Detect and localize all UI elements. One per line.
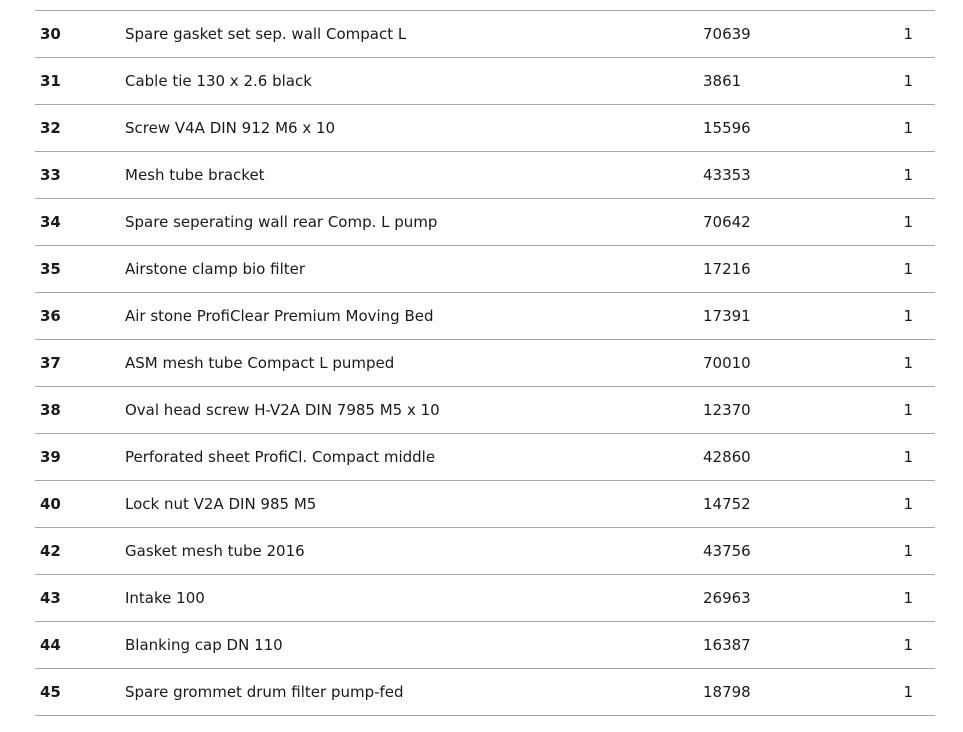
table-row <box>35 11 935 58</box>
position-number: 42 <box>40 542 61 560</box>
table-row <box>35 528 935 575</box>
part-description: Spare grommet drum filter pump-fed <box>125 683 404 701</box>
article-number: 12370 <box>703 401 751 419</box>
part-description: Spare seperating wall rear Comp. L pump <box>125 213 438 231</box>
table-row <box>35 152 935 199</box>
table-row <box>35 340 935 387</box>
quantity: 1 <box>903 25 913 43</box>
quantity: 1 <box>903 213 913 231</box>
quantity: 1 <box>903 448 913 466</box>
part-description: Oval head screw H-V2A DIN 7985 M5 x 10 <box>125 401 440 419</box>
quantity: 1 <box>903 72 913 90</box>
quantity: 1 <box>903 307 913 325</box>
article-number: 43756 <box>703 542 751 560</box>
table-row <box>35 481 935 528</box>
table-row <box>35 293 935 340</box>
article-number: 3861 <box>703 72 742 90</box>
part-description: Blanking cap DN 110 <box>125 636 283 654</box>
part-description: Mesh tube bracket <box>125 166 265 184</box>
table-row <box>35 669 935 716</box>
part-description: Gasket mesh tube 2016 <box>125 542 305 560</box>
part-description: Perforated sheet ProfiCl. Compact middle <box>125 448 436 466</box>
article-number: 17391 <box>703 307 751 325</box>
part-description: Screw V4A DIN 912 M6 x 10 <box>125 119 336 137</box>
position-number: 45 <box>40 683 61 701</box>
table-row <box>35 387 935 434</box>
article-number: 43353 <box>703 166 751 184</box>
article-number: 16387 <box>703 636 751 654</box>
table-row <box>35 246 935 293</box>
position-number: 38 <box>40 401 61 419</box>
quantity: 1 <box>903 589 913 607</box>
quantity: 1 <box>903 683 913 701</box>
article-number: 18798 <box>703 683 751 701</box>
part-description: Airstone clamp bio filter <box>125 260 306 278</box>
quantity: 1 <box>903 354 913 372</box>
table-row <box>35 575 935 622</box>
table-row <box>35 105 935 152</box>
position-number: 31 <box>40 72 61 90</box>
table-row <box>35 199 935 246</box>
part-description: Lock nut V2A DIN 985 M5 <box>125 495 317 513</box>
article-number: 14752 <box>703 495 751 513</box>
article-number: 70639 <box>703 25 751 43</box>
position-number: 35 <box>40 260 61 278</box>
position-number: 37 <box>40 354 61 372</box>
article-number: 15596 <box>703 119 751 137</box>
table-row <box>35 434 935 481</box>
position-number: 32 <box>40 119 61 137</box>
parts-table <box>35 10 935 716</box>
part-description: Spare gasket set sep. wall Compact L <box>125 25 407 43</box>
part-description: Intake 100 <box>125 589 205 607</box>
quantity: 1 <box>903 495 913 513</box>
quantity: 1 <box>903 401 913 419</box>
article-number: 42860 <box>703 448 751 466</box>
table-row <box>35 622 935 669</box>
quantity: 1 <box>903 260 913 278</box>
position-number: 30 <box>40 25 61 43</box>
quantity: 1 <box>903 636 913 654</box>
part-description: ASM mesh tube Compact L pumped <box>125 354 395 372</box>
article-number: 17216 <box>703 260 751 278</box>
quantity: 1 <box>903 119 913 137</box>
article-number: 70010 <box>703 354 751 372</box>
position-number: 34 <box>40 213 61 231</box>
quantity: 1 <box>903 166 913 184</box>
position-number: 39 <box>40 448 61 466</box>
position-number: 40 <box>40 495 61 513</box>
position-number: 43 <box>40 589 61 607</box>
table-row <box>35 58 935 105</box>
position-number: 44 <box>40 636 61 654</box>
position-number: 36 <box>40 307 61 325</box>
part-description: Cable tie 130 x 2.6 black <box>125 72 312 90</box>
article-number: 70642 <box>703 213 751 231</box>
quantity: 1 <box>903 542 913 560</box>
part-description: Air stone ProfiClear Premium Moving Bed <box>125 307 434 325</box>
article-number: 26963 <box>703 589 751 607</box>
position-number: 33 <box>40 166 61 184</box>
